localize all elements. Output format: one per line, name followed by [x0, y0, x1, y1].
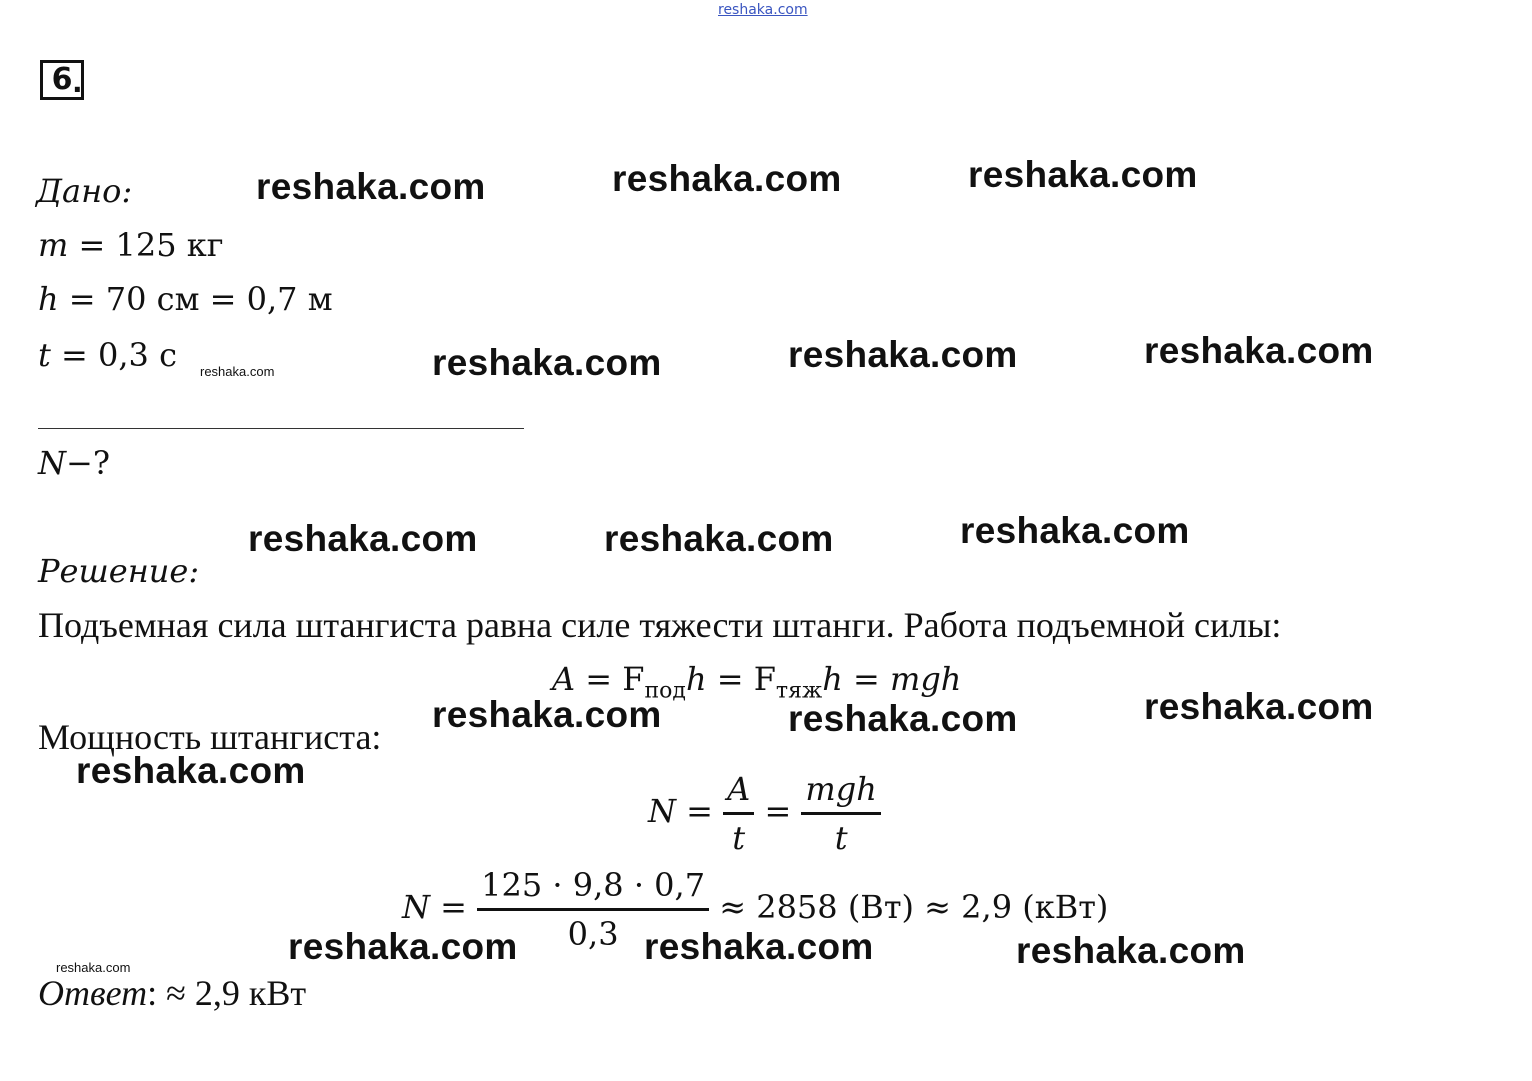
fraction-mgh-t: [801, 770, 880, 857]
watermark: reshaka.com: [256, 166, 486, 207]
fraction-bar: [477, 908, 709, 911]
watermark: reshaka.com: [432, 694, 662, 735]
formula-power: [648, 770, 881, 857]
eq-sign-1: =: [676, 792, 724, 830]
var-n: N: [38, 444, 66, 482]
var-h-2: h: [822, 660, 843, 698]
given-mass: [38, 226, 224, 264]
calc-denominator: 0,3: [567, 915, 619, 953]
numerator-mgh: mgh: [805, 770, 877, 808]
eq-sign: =: [842, 660, 890, 698]
var-h: h: [38, 280, 59, 318]
watermark: reshaka.com: [248, 518, 478, 559]
var-t: t: [38, 336, 51, 374]
fraction-bar: [801, 812, 880, 815]
var-m: m: [38, 226, 69, 264]
solution-text-1: Подъемная сила штангиста равна силе тяжести штанги. Работа подъемной силы:: [38, 605, 1282, 645]
task-number: 6: [51, 62, 73, 97]
watermark: reshaka.com: [788, 698, 1018, 739]
watermark: reshaka.com: [612, 158, 842, 199]
watermark: reshaka.com: [1144, 330, 1374, 371]
calc-result: ≈ 2858 (Вт) ≈ 2,9 (кВт): [709, 888, 1109, 926]
sub-gravity: тяж: [775, 678, 823, 704]
time-value: = 0,3 с: [50, 336, 177, 374]
fraction-a-t: [723, 770, 754, 857]
calc-numerator: 125 · 9,8 · 0,7: [481, 866, 706, 904]
given-time: [38, 336, 177, 374]
answer-value: : ≈ 2,9 кВт: [147, 973, 307, 1013]
eq-sign-calc: =: [430, 888, 478, 926]
eq-sign-2: =: [754, 792, 802, 830]
fraction-bar: [723, 812, 754, 815]
given-height: [38, 280, 333, 318]
watermark: reshaka.com: [1144, 686, 1374, 727]
given-divider: [38, 428, 524, 429]
watermark-small: reshaka.com: [200, 364, 275, 379]
mass-value: = 125 кг: [68, 226, 224, 264]
task-number-dot: .: [72, 66, 83, 99]
answer-line: [38, 972, 306, 1014]
var-h-1: h: [685, 660, 707, 698]
watermark: reshaka.com: [644, 926, 874, 967]
var-mgh: mgh: [889, 660, 962, 698]
watermark: reshaka.com: [788, 334, 1018, 375]
solution-heading: Решение:: [38, 552, 200, 590]
site-link[interactable]: reshaka.com: [718, 2, 808, 18]
watermark: reshaka.com: [288, 926, 518, 967]
eq-f-lift: = F: [575, 660, 645, 698]
eq-f-gravity: = F: [706, 660, 776, 698]
var-n-calc: N: [402, 888, 430, 926]
watermark-small: reshaka.com: [56, 960, 131, 975]
answer-label: Ответ: [38, 973, 148, 1013]
watermark: reshaka.com: [76, 750, 306, 791]
find-quantity: [38, 444, 110, 482]
denominator-t: t: [732, 819, 746, 857]
var-a: A: [552, 660, 576, 698]
watermark: reshaka.com: [1016, 930, 1246, 971]
watermark: reshaka.com: [604, 518, 834, 559]
watermark: reshaka.com: [432, 342, 662, 383]
numerator-a: A: [727, 770, 751, 808]
denominator-t: t: [834, 819, 848, 857]
var-n-lhs: N: [648, 792, 676, 830]
watermark: reshaka.com: [960, 510, 1190, 551]
height-value: = 70 см = 0,7 м: [58, 280, 333, 318]
given-heading: Дано:: [36, 172, 133, 210]
solution-text-2: Мощность штангиста:: [38, 717, 382, 757]
sub-lift: под: [644, 678, 686, 704]
find-question: −?: [66, 444, 110, 482]
watermark: reshaka.com: [968, 154, 1198, 195]
